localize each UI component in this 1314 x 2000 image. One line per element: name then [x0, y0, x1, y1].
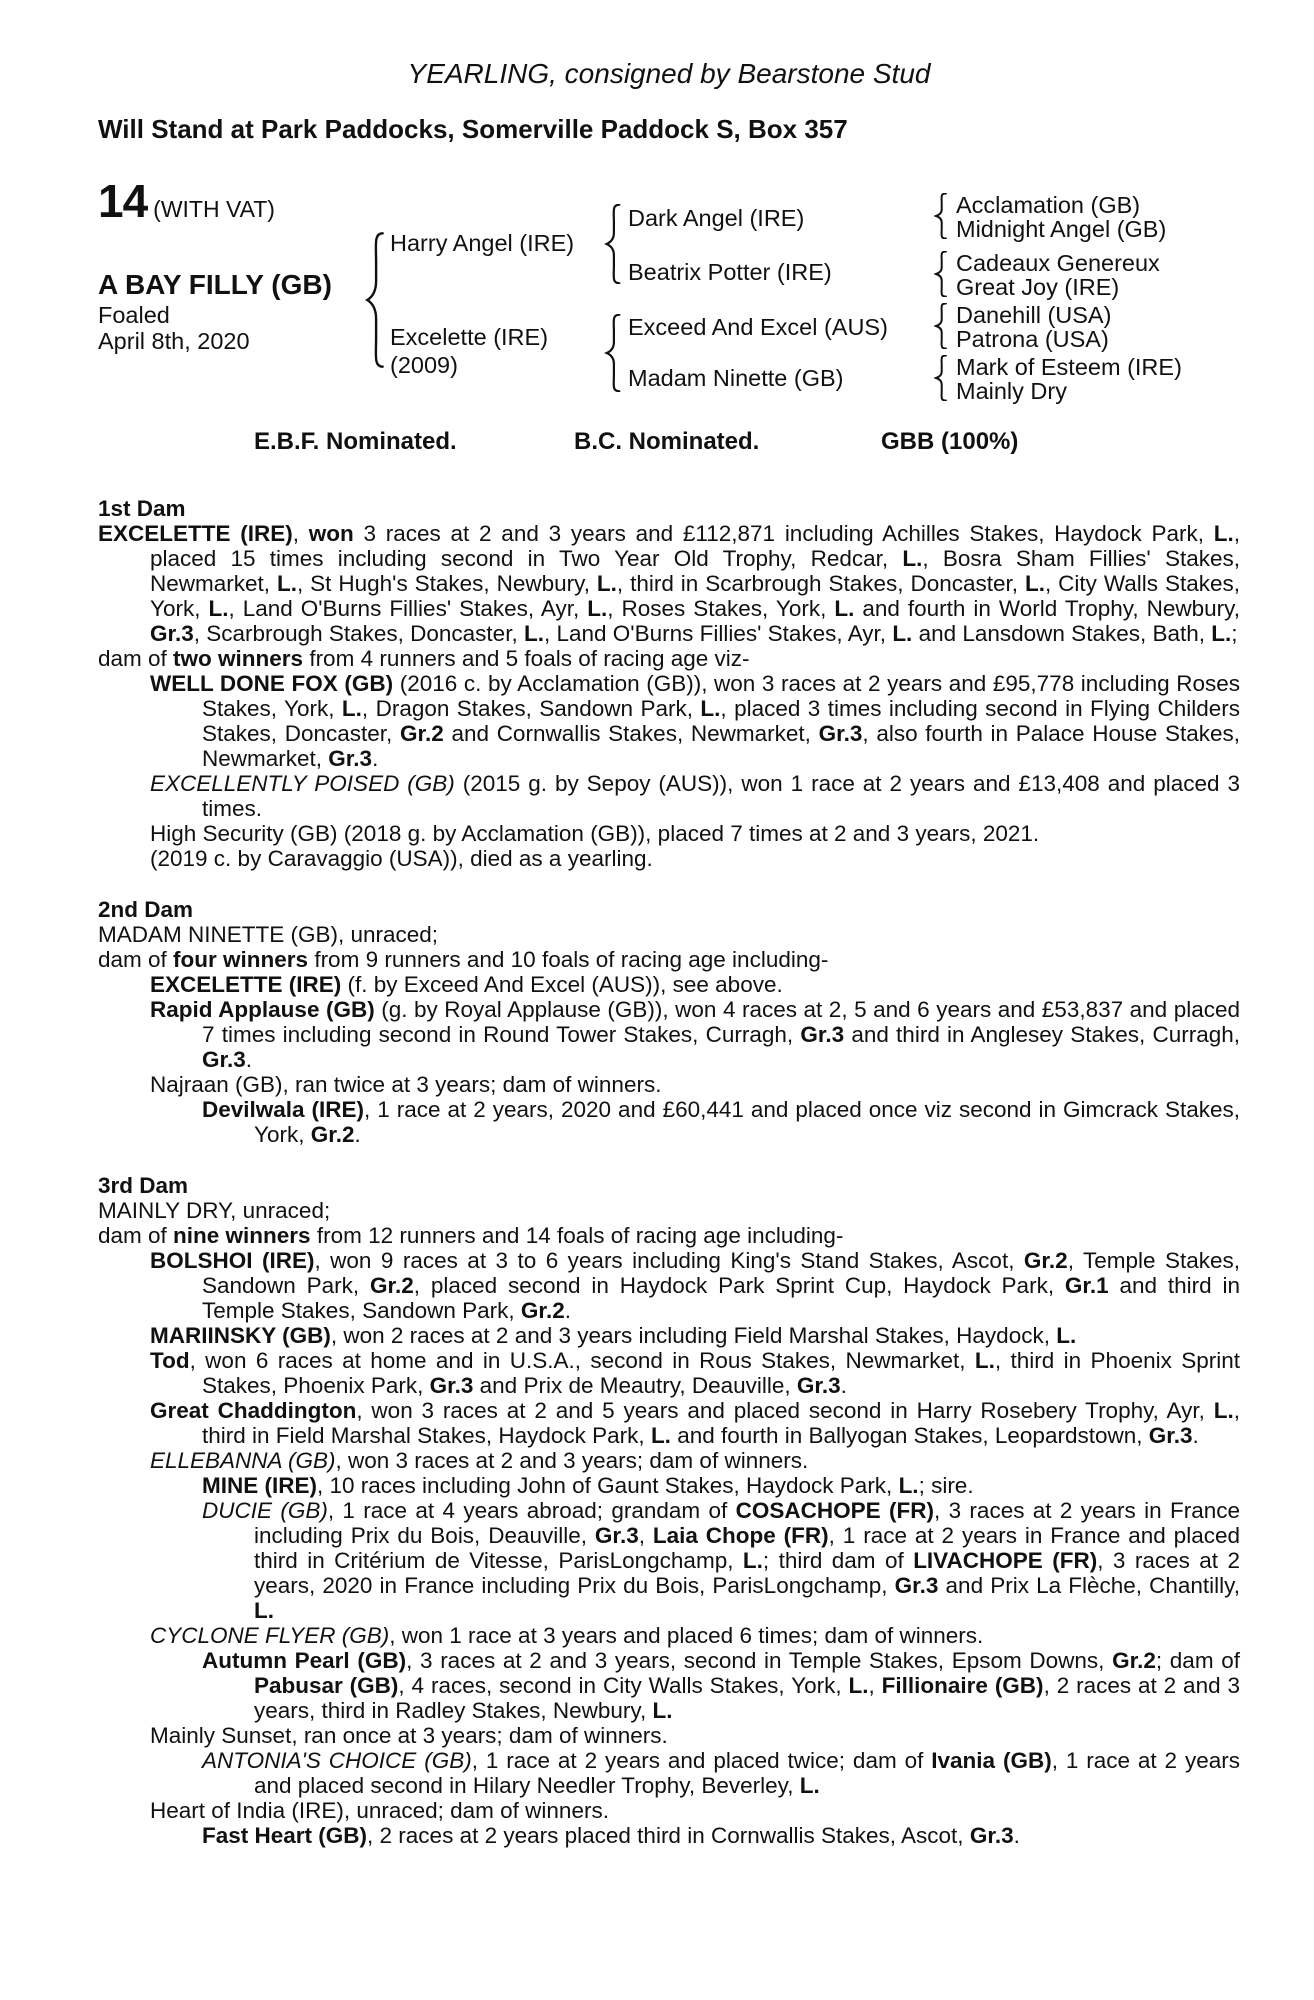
catalogue-paragraph: MADAM NINETTE (GB), unraced;: [98, 922, 439, 947]
catalogue-paragraph: Heart of India (IRE), unraced; dam of winners.: [150, 1798, 609, 1823]
sire-sire-name: Dark Angel (IRE): [628, 205, 805, 231]
section-body: [98, 922, 1240, 1147]
great-grandparent-name: Mark of Esteem (IRE): [956, 354, 1182, 380]
catalogue-paragraph: Tod, won 6 races at home and in U.S.A., second in Rous Stakes, Newmarket, L., third in Phoenix Sprint Stakes, Phoenix Park, Gr.3 and Prix de Meautry, Deauville, Gr.3.: [150, 1348, 1241, 1398]
section-1st-dam: [98, 496, 1240, 871]
nomination-bc: B.C. Nominated.: [574, 428, 760, 455]
catalogue-paragraph: Mainly Sunset, ran once at 3 years; dam of winners.: [150, 1723, 668, 1748]
catalogue-paragraph: Rapid Applause (GB) (g. by Royal Applause (GB)), won 4 races at 2, 5 and 6 years and £53,837 and placed 7 times including second in Round Tower Stakes, Curragh, Gr.3 and third in Anglesey Stakes, Curragh, Gr.3.: [150, 997, 1240, 1072]
great-grandparent-name: Great Joy (IRE): [956, 274, 1120, 300]
pedigree-brace-icon: [364, 232, 386, 368]
great-grandparent-name: Midnight Angel (GB): [956, 216, 1167, 242]
horse-name: A BAY FILLY (GB): [98, 269, 332, 300]
catalogue-paragraph: dam of nine winners from 12 runners and 14 foals of racing age including-: [98, 1223, 844, 1248]
catalogue-paragraph: DUCIE (GB), 1 race at 4 years abroad; grandam of COSACHOPE (FR), 3 races at 2 years in France including Prix du Bois, Deauville, Gr.3, Laia Chope (FR), 1 race at 2 years in France and placed third in Critérium de Vitesse, ParisLongchamp, L.; third dam of LIVACHOPE (FR), 3 races at 2 years, 2020 in France including Prix du Bois, ParisLongchamp, Gr.3 and Prix La Flèche, Chantilly, L.: [202, 1498, 1240, 1623]
catalogue-paragraph: ELLEBANNA (GB), won 3 races at 2 and 3 years; dam of winners.: [150, 1448, 809, 1473]
catalogue-paragraph: MARIINSKY (GB), won 2 races at 2 and 3 years including Field Marshal Stakes, Haydock, L.: [150, 1323, 1077, 1348]
catalogue-paragraph: EXCELETTE (IRE) (f. by Exceed And Excel (AUS)), see above.: [150, 972, 783, 997]
catalogue-paragraph: WELL DONE FOX (GB) (2016 c. by Acclamation (GB)), won 3 races at 2 years and £95,778 including Roses Stakes, York, L., Dragon Stakes, Sandown Park, L., placed 3 times including second in Flying Childers Stakes, Doncaster, Gr.2 and Cornwallis Stakes, Newmarket, Gr.3, also fourth in Palace House Stakes, Newmarket, Gr.3.: [150, 671, 1240, 771]
catalogue-paragraph: dam of two winners from 4 runners and 5 foals of racing age viz-: [98, 646, 750, 671]
catalogue-paragraph: dam of four winners from 9 runners and 10 foals of racing age including-: [98, 947, 829, 972]
catalogue-paragraph: Najraan (GB), ran twice at 3 years; dam of winners.: [150, 1072, 662, 1097]
pedigree-table: [98, 175, 1240, 416]
nomination-ebf: E.B.F. Nominated.: [254, 428, 457, 455]
nomination-gbb: GBB (100%): [881, 428, 1019, 455]
foaled-date: April 8th, 2020: [98, 328, 250, 354]
lot-block: [98, 175, 275, 227]
nominations-line: [98, 428, 1240, 456]
dam-year: (2009): [390, 352, 458, 378]
dam-sire-name: Exceed And Excel (AUS): [628, 314, 888, 340]
catalogue-paragraph: (2019 c. by Caravaggio (USA)), died as a yearling.: [150, 846, 653, 871]
catalogue-paragraph: MAINLY DRY, unraced;: [98, 1198, 331, 1223]
sire-name: Harry Angel (IRE): [390, 230, 575, 256]
dam-dam-name: Madam Ninette (GB): [628, 365, 844, 391]
pedigree-brace-icon: [604, 204, 622, 284]
section-2nd-dam: [98, 897, 1240, 1147]
pedigree-brace-icon: [934, 193, 948, 239]
foaled-label: Foaled: [98, 302, 170, 328]
catalogue-paragraph: MINE (IRE), 10 races including John of Gaunt Stakes, Haydock Park, L.; sire.: [202, 1473, 974, 1498]
section-body: [98, 521, 1240, 871]
catalogue-paragraph: Devilwala (IRE), 1 race at 2 years, 2020 and £60,441 and placed once viz second in Gimcrack Stakes, York, Gr.2.: [202, 1097, 1240, 1147]
catalogue-paragraph: Fast Heart (GB), 2 races at 2 years placed third in Cornwallis Stakes, Ascot, Gr.3.: [202, 1823, 1020, 1848]
pedigree-brace-icon: [934, 355, 948, 401]
page-title: YEARLING, consigned by Bearstone Stud: [407, 58, 931, 89]
lot-number: 14: [98, 175, 148, 227]
pedigree-brace-icon: [934, 251, 948, 297]
section-3rd-dam: [98, 1173, 1240, 1848]
catalogue-paragraph: Great Chaddington, won 3 races at 2 and 5 years and placed second in Harry Rosebery Trophy, Ayr, L., third in Field Marshal Stakes, Haydock Park, L. and fourth in Ballyogan Stakes, Leopardstown, Gr.3.: [150, 1398, 1240, 1448]
section-header: 1st Dam: [98, 496, 186, 521]
with-vat-label: (WITH VAT): [153, 196, 275, 222]
section-header: 2nd Dam: [98, 897, 194, 922]
great-grandparent-name: Patrona (USA): [956, 326, 1109, 352]
catalogue-paragraph: CYCLONE FLYER (GB), won 1 race at 3 years and placed 6 times; dam of winners.: [150, 1623, 984, 1648]
great-grandparent-name: Cadeaux Genereux: [956, 250, 1160, 276]
catalogue-paragraph: EXCELETTE (IRE), won 3 races at 2 and 3 years and £112,871 including Achilles Stakes, Haydock Park, L., placed 15 times including second in Two Year Old Trophy, Redcar, L., Bosra Sham Fillies' Stakes, Newmarket, L., St Hugh's Stakes, Newbury, L., third in Scarbrough Stakes, Doncaster, L., City Walls Stakes, York, L., Land O'Burns Fillies' Stakes, Ayr, L., Roses Stakes, York, L. and fourth in World Trophy, Newbury, Gr.3, Scarbrough Stakes, Doncaster, L., Land O'Burns Fillies' Stakes, Ayr, L. and Lansdown Stakes, Bath, L.;: [98, 521, 1240, 646]
great-grandparent-name: Mainly Dry: [956, 378, 1067, 404]
pedigree-brace-icon: [604, 314, 622, 392]
section-header: 3rd Dam: [98, 1173, 189, 1198]
dam-name: Excelette (IRE): [390, 324, 549, 350]
sire-dam-name: Beatrix Potter (IRE): [628, 259, 832, 285]
catalogue-paragraph: ANTONIA'S CHOICE (GB), 1 race at 2 years and placed twice; dam of Ivania (GB), 1 race at 2 years and placed second in Hilary Needler Trophy, Beverley, L.: [202, 1748, 1240, 1798]
stand-location: Will Stand at Park Paddocks, Somerville Paddock S, Box 357: [98, 114, 848, 144]
catalogue-paragraph: EXCELLENTLY POISED (GB) (2015 g. by Sepoy (AUS)), won 1 race at 2 years and £13,408 and placed 3 times.: [150, 771, 1240, 821]
catalogue-paragraph: Autumn Pearl (GB), 3 races at 2 and 3 years, second in Temple Stakes, Epsom Downs, Gr.2; dam of Pabusar (GB), 4 races, second in City Walls Stakes, York, L., Fillionaire (GB), 2 races at 2 and 3 years, third in Radley Stakes, Newbury, L.: [202, 1648, 1241, 1723]
section-body: [98, 1198, 1240, 1848]
catalogue-paragraph: High Security (GB) (2018 g. by Acclamation (GB)), placed 7 times at 2 and 3 years, 2021.: [150, 821, 1040, 846]
pedigree-brace-icon: [934, 303, 948, 349]
great-grandparent-name: Danehill (USA): [956, 302, 1112, 328]
great-grandparent-name: Acclamation (GB): [956, 192, 1141, 218]
catalogue-paragraph: BOLSHOI (IRE), won 9 races at 3 to 6 years including King's Stand Stakes, Ascot, Gr.2, Temple Stakes, Sandown Park, Gr.2, placed second in Haydock Park Sprint Cup, Haydock Park, Gr.1 and third in Temple Stakes, Sandown Park, Gr.2.: [150, 1248, 1241, 1323]
